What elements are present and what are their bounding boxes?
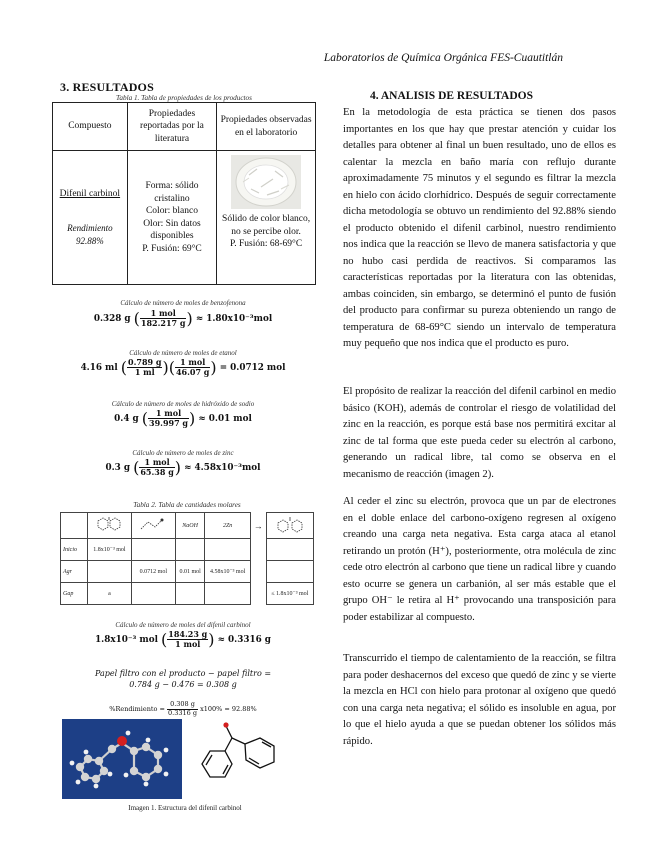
calc5-den: 1 mol <box>175 639 201 649</box>
row-cell: ≤ 1.8x10⁻³ mol <box>266 583 313 605</box>
calc2-den2: 46.07 g <box>175 367 210 377</box>
calc1-lhs: 0.328 g <box>93 314 131 324</box>
image1-caption: Imagen 1. Estructura del difenil carbinol <box>128 804 242 812</box>
table2-zinc: 2Zn <box>205 513 250 539</box>
yield-den: 0.3316 g <box>168 708 197 717</box>
analysis-paragraph-3: Al ceder el zinc su electrón, provoca que un par de electrones en el doble enlace del carbono-oxígeno regresen al oxígeno creando una carga neta negativa. Esta carga ataca al etanol retirando un protón (H⁺), posteriormente, otra molécula de zinc cede otro electrón al carbono que tiene un radical libre y cuando esto ocurre se genera un carbanión, al ser más estable que el grupo OH⁻ le retira al H⁺ provocando una transposición para poder estabilizar al compuesto. <box>343 496 616 623</box>
row-cell <box>131 583 175 605</box>
table1-header-observed: Propiedades observadas en el laboratorio <box>217 103 316 151</box>
calc2-caption: Cálculo de número de moles de etanol <box>129 349 237 357</box>
yield-rhs: x100% = 92.88% <box>200 705 257 713</box>
table2-ethanol-structure <box>131 513 175 539</box>
molar-quantities-table <box>60 512 314 605</box>
product-structure-icon <box>273 515 307 535</box>
calc5-caption: Cálculo de número de moles del difenil carbinol <box>115 621 251 629</box>
table1-header-literature: Propiedades reportadas por la literatura <box>127 103 216 151</box>
ethanol-icon <box>136 515 170 535</box>
row-label: Agr <box>61 561 88 583</box>
filter-paper-line1: Papel filtro con el producto − papel filtro = <box>94 669 272 678</box>
table2-corner <box>61 513 88 539</box>
row-cell <box>175 583 205 605</box>
section-4-title: 4. ANALISIS DE RESULTADOS <box>370 90 533 102</box>
row-label: Gap <box>61 583 88 605</box>
calc2-lhs: 4.16 ml <box>80 363 118 373</box>
analysis-paragraph-2: El propósito de realizar la reacción del difenil carbinol en medio básico (KOH), además de controlar el riesgo de volatilidad del zinc en la reacción, es porque está base nos permitirá excitar al zinc de tal forma que este pueda ceder su electrón al carbono, generando un radical libre, tal como se observa en el mecanismo de reacción (imagen 2). <box>343 386 616 480</box>
table2-product-structure <box>266 513 313 539</box>
table2-benzophenone-structure <box>88 513 132 539</box>
row-cell <box>266 561 313 583</box>
calc4-num: 1 mol <box>139 458 174 468</box>
literature-form: Forma: sólido cristalino <box>145 181 199 204</box>
filter-paper-calc <box>53 668 313 690</box>
table2-row <box>61 583 314 605</box>
diphenylcarbinol-skeletal-structure <box>190 716 290 802</box>
calc3-lhs: 0.4 g <box>114 414 139 424</box>
table1-header-compound: Compuesto <box>53 103 128 151</box>
calc5-rhs: ≈ 0.3316 g <box>217 635 271 645</box>
yield-lhs: %Rendimiento = <box>109 705 165 713</box>
row-cell: a <box>88 583 132 605</box>
calc4-equation: 0.3 g ( $\frac{\text{1 mol}}{65.38 g}$ ) ≈ 4.58x10⁻³mol <box>105 457 261 477</box>
row-cell <box>250 561 266 583</box>
yield-label: Rendimiento <box>67 223 113 234</box>
calc1-den: 182.217 g <box>140 318 186 328</box>
table1-caption: Tabla 1. Tabla de propiedades de los productos <box>116 94 252 102</box>
product-photo <box>231 155 301 209</box>
calc1-equation: 0.328 g ( $\frac{\text{1 mol}}{182.217 g}$ ) ≈ 1.80x10⁻³mol <box>93 308 273 328</box>
benzophenone-icon <box>92 515 126 535</box>
calc3-num: 1 mol <box>148 409 189 419</box>
row-cell <box>250 539 266 561</box>
calc4-caption: Cálculo de número de moles de zinc <box>132 449 234 457</box>
observed-melting-point: P. Fusión: 68-69°C <box>230 239 303 249</box>
calc2-num2: 1 mol <box>175 358 210 368</box>
literature-odor: Olor: Sin datos disponibles <box>143 218 201 241</box>
row-cell <box>175 539 205 561</box>
literature-color: Color: blanco <box>145 206 198 216</box>
observed-description: Sólido de color blanco, no se percibe olor. <box>222 214 311 237</box>
yield-equation <box>53 701 313 717</box>
row-cell <box>266 539 313 561</box>
calc3-rhs: ≈ 0.01 mol <box>198 414 252 424</box>
row-cell: 1.8x10⁻³ mol <box>88 539 132 561</box>
yield-num: 0.308 g <box>167 701 198 710</box>
calc3-den: 39.997 g <box>149 418 189 428</box>
row-cell: 0.0712 mol <box>131 561 175 583</box>
calc3-caption: Cálculo de número de moles de hidróxido de sodio <box>111 400 255 408</box>
calc2-equation: 4.16 ml ( $\frac{0.789 g}{1 ml}$ )( $\frac{\text{1 mol}}{46.07 g}$ ) = 0.0712 mol <box>80 357 286 377</box>
row-cell <box>131 539 175 561</box>
row-cell: 0.01 mol <box>175 561 205 583</box>
table1-literature-cell <box>127 151 216 285</box>
table2-arrow: → <box>253 520 263 531</box>
row-cell: 4.58x10⁻³ mol <box>205 561 250 583</box>
analysis-paragraph-4: Transcurrido el tiempo de calentamiento de la reacción, se filtra para poder deshacernos del exceso que quedó de zinc y se vierte la mezcla en HCl con hielo para protonar al oxígeno que quedó con una carga neta negativa; el sólido es insoluble en agua, por lo que el hielo ayuda a que se puedan obtener los sólidos más rápido. <box>343 653 616 747</box>
properties-table <box>52 102 316 285</box>
row-cell <box>205 539 250 561</box>
table1-observed-cell <box>217 151 316 285</box>
calc1-rhs: ≈ 1.80x10⁻³mol <box>195 314 273 324</box>
calc5-equation: 1.8x10⁻³ mol ( $\frac{184.23 g}{\text{1 mol}}$ ) ≈ 0.3316 g <box>95 629 271 649</box>
calc4-den: 65.38 g <box>140 467 174 477</box>
table2-caption: Tabla 2. Tabla de cantidades molares <box>133 501 241 509</box>
calc2-den1: 1 ml <box>134 367 155 377</box>
calc2-rhs: = 0.0712 mol <box>219 363 286 373</box>
diphenylcarbinol-3d-model <box>62 719 182 799</box>
analysis-paragraph-1: En la metodología de esta práctica se tienen dos pasos importantes en los que hay que prestar atención y cuidar los detalles para obtener al final un buen resultado, uno de ellos es calentar la mezcla en baño maría con reflujo durante aproximadamente 75 minutos y el segundo es filtrar la mezcla en hielo con ácido clorhídrico. Después de seguir correctamente dicha metodología se obtuvo un rendimiento del 92.88% siendo el producto obtenido el difenil carbinol, nuestro rendimiento nos indica que la reacción se llevo de manera satisfactoria y que no hubo casi perdida de reactivos. Si comparamos las características reportadas por la literatura con las obtenidas, ambas coinciden, sin embargo, se determinó el punto de fusión del producto para confirmar su pureza obteniendo un rango de temperatura de 68-69°C siendo un intervalo de temperatura muy pequeño que nos indica que el producto es puro. <box>343 107 616 349</box>
calc1-caption: Cálculo de número de moles de benzofenona <box>120 299 246 307</box>
row-cell <box>88 561 132 583</box>
section-3-title: 3. RESULTADOS <box>60 80 154 94</box>
filter-paper-line2: 0.784 g − 0.476 = 0.308 g <box>129 680 237 689</box>
row-label: Inicio <box>61 539 88 561</box>
literature-melting-point: P. Fusión: 69°C <box>142 243 202 254</box>
calc1-num: 1 mol <box>140 309 187 319</box>
calc5-lhs: 1.8x10⁻³ mol <box>95 635 158 645</box>
table1-compound-cell <box>53 151 128 285</box>
row-cell <box>250 583 266 605</box>
calc5-num: 184.23 g <box>168 629 208 639</box>
calc4-lhs: 0.3 g <box>105 463 131 473</box>
table2-row <box>61 539 314 561</box>
calc4-rhs: ≈ 4.58x10⁻³mol <box>184 463 261 473</box>
yield-value: 92.88% <box>75 235 104 246</box>
table2-naoh: NaOH <box>175 513 205 539</box>
page-header: Laboratorios de Química Orgánica FES-Cuautitlán <box>323 52 563 64</box>
calc3-equation: 0.4 g ( $\frac{\text{1 mol}}{39.997 g}$ ) ≈ 0.01 mol <box>114 408 252 428</box>
table2-row <box>61 561 314 583</box>
compound-name: Difenil carbinol <box>59 188 121 199</box>
row-cell <box>205 583 250 605</box>
calc2-num1: 0.789 g <box>128 357 162 367</box>
